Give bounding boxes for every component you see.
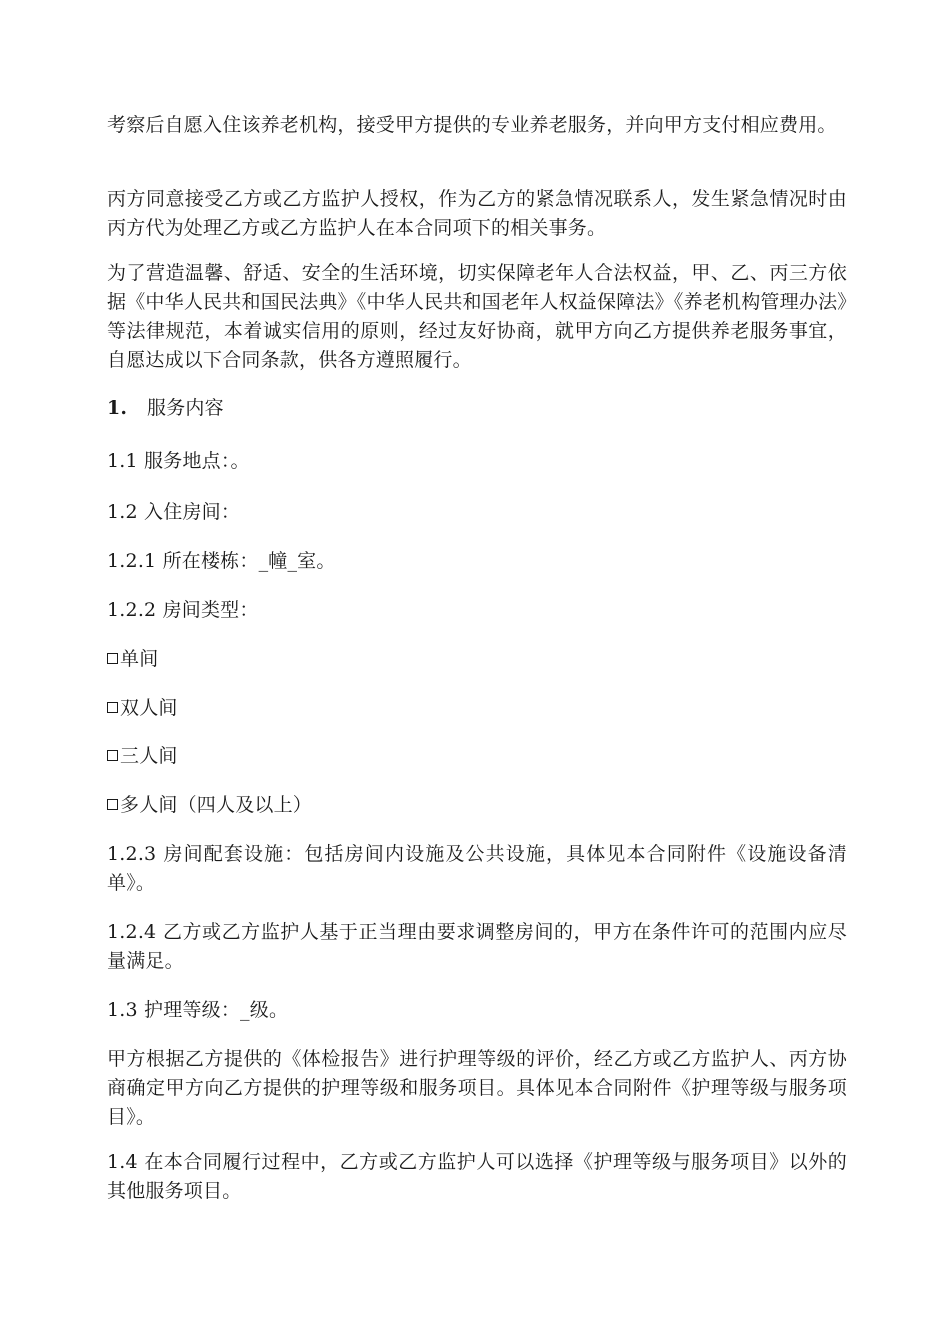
- room-type-option[interactable]: [107, 791, 847, 820]
- room-type-label: 三人间: [120, 745, 178, 767]
- intro-paragraph-2: 丙方同意接受乙方或乙方监护人授权，作为乙方的紧急情况联系人，发生紧急情况时由丙方代为处理乙方或乙方监护人在本合同项下的相关事务。: [107, 188, 847, 239]
- clause-1-4: 1.4 在本合同履行过程中，乙方或乙方监护人可以选择《护理等级与服务项目》以外的其他服务项目。: [107, 1151, 847, 1202]
- intro-paragraph-3: 为了营造温馨、舒适、安全的生活环境，切实保障老年人合法权益，甲、乙、丙三方依据《中华人民共和国民法典》《中华人民共和国老年人权益保障法》《养老机构管理办法》等法律规范，本着诚实信用的原则，经过友好协商，就甲方向乙方提供养老服务事宜，自愿达成以下合同条款，供各方遵照履行。: [107, 262, 847, 371]
- clause-1-3-detail: 甲方根据乙方提供的《体检报告》进行护理等级的评价，经乙方或乙方监护人、丙方协商确定甲方向乙方提供的护理等级和服务项目。具体见本合同附件《护理等级与服务项目》。: [107, 1048, 847, 1128]
- section-title: 服务内容: [147, 397, 224, 419]
- clause-1-2-2: 1.2.2 房间类型：: [107, 599, 259, 621]
- checkbox-icon[interactable]: [107, 653, 118, 664]
- checkbox-icon[interactable]: [107, 702, 118, 713]
- room-type-label: 多人间（四人及以上）: [120, 794, 313, 816]
- room-type-option[interactable]: [107, 694, 847, 723]
- clause-1-2: 1.2 入住房间：: [107, 501, 241, 523]
- clause-1-3: 1.3 护理等级：_级。: [107, 999, 289, 1021]
- checkbox-icon[interactable]: [107, 799, 118, 810]
- room-type-label: 单间: [120, 648, 159, 670]
- clause-1-2-3: 1.2.3 房间配套设施：包括房间内设施及公共设施，具体见本合同附件《设施设备清单》。: [107, 843, 847, 894]
- section-heading: [107, 394, 847, 423]
- section-number: 1.: [107, 397, 128, 419]
- clause-1-1: 1.1 服务地点：。: [107, 450, 250, 472]
- room-type-option[interactable]: [107, 742, 847, 771]
- clause-1-2-1: 1.2.1 所在楼栋：_幢_室。: [107, 550, 336, 572]
- intro-paragraph-1: 考察后自愿入住该养老机构，接受甲方提供的专业养老服务，并向甲方支付相应费用。: [107, 114, 837, 136]
- checkbox-icon[interactable]: [107, 750, 118, 761]
- room-type-label: 双人间: [120, 697, 178, 719]
- room-type-option[interactable]: [107, 645, 847, 674]
- clause-1-2-4: 1.2.4 乙方或乙方监护人基于正当理由要求调整房间的，甲方在条件许可的范围内应尽量满足。: [107, 921, 847, 972]
